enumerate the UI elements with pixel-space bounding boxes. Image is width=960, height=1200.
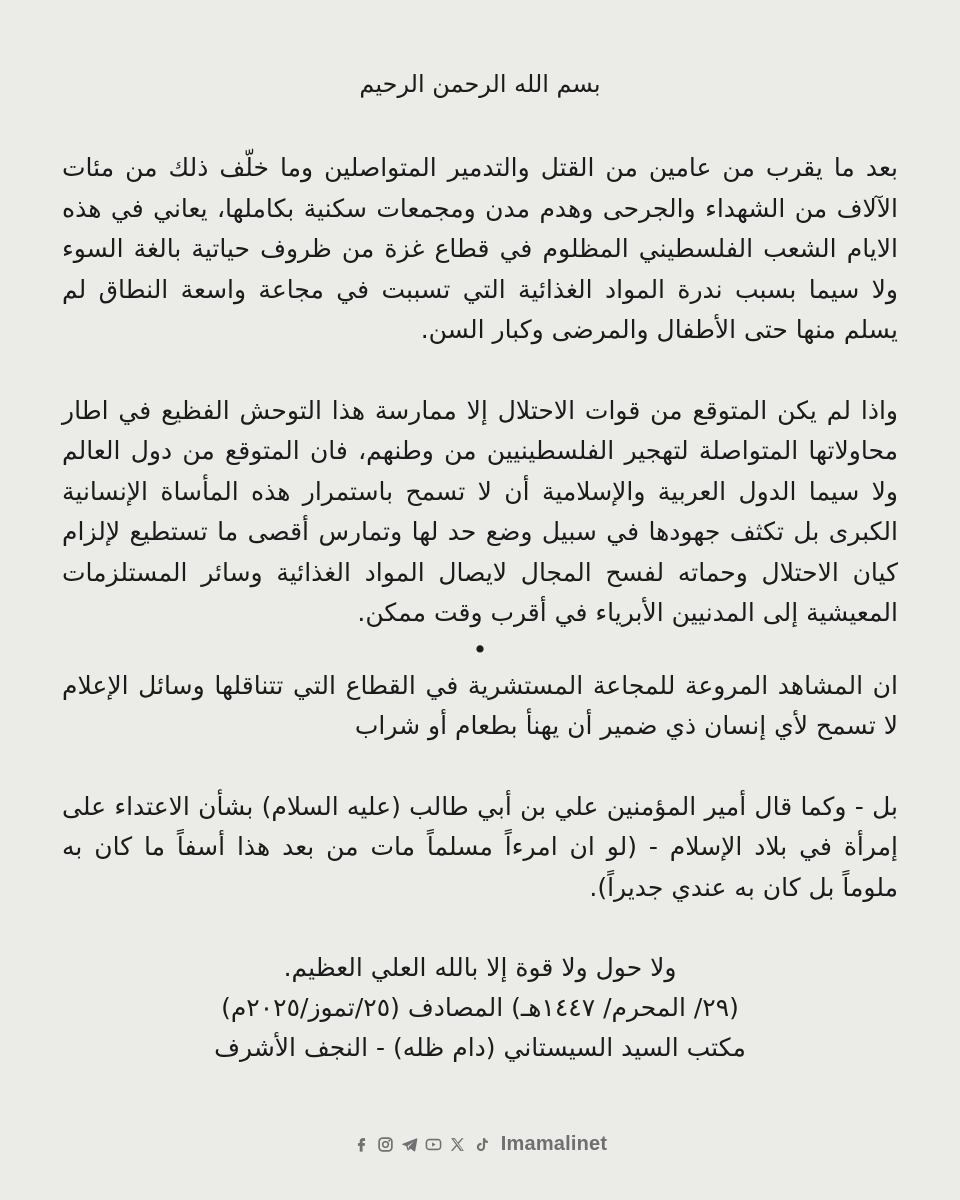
tiktok-icon[interactable] [473, 1136, 490, 1153]
closing-date: (٢٩/ المحرم/ ١٤٤٧هـ) المصادف (٢٥/تموز/٢٠٢٥م) [221, 993, 739, 1022]
separator-dot: • [472, 634, 488, 664]
facebook-icon[interactable] [353, 1136, 370, 1153]
paragraph-3: ان المشاهد المروعة للمجاعة المستشرية في القطاع التي تتناقلها وسائل الإعلام لا تسمح لأي إنسان ذي ضمير أن يهنأ بطعام أو شراب [62, 670, 898, 740]
paragraph-1: بعد ما يقرب من عامين من القتل والتدمير المتواصلين وما خلّف ذلك من مئات الآلاف من الشهداء والجرحى وهدم مدن ومجمعات سكنية بكاملها، يعاني في هذه الايام الشعب الفلسطيني المظلوم في قطاع غزة من ظروف حياتية بالغة السوء ولا سيما بسبب ندرة المواد الغذائية التي تسببت في مجاعة واسعة النطاق لم يسلم منها حتى الأطفال والمرضى وكبار السن. [62, 153, 898, 344]
paragraph-4: بل - وكما قال أمير المؤمنين علي بن أبي طالب (عليه السلام) بشأن الاعتداء على إمرأة في بلاد الإسلام - (لو ان امرءاً مسلماً مات من بعد هذا أسفاً ما كان به ملوماً بل كان به عندي جديراً). [62, 791, 898, 902]
closing-signature: مكتب السيد السيستاني (دام ظله) - النجف الأشرف [214, 1033, 746, 1062]
basmala: بسم الله الرحمن الرحيم [359, 70, 601, 98]
telegram-icon[interactable] [401, 1136, 418, 1153]
x-icon[interactable] [449, 1136, 466, 1153]
youtube-icon[interactable] [425, 1136, 442, 1153]
account-handle[interactable]: Imamalinet [500, 1132, 608, 1155]
closing-invocation: ولا حول ولا قوة إلا بالله العلي العظيم. [283, 953, 677, 982]
social-footer [0, 1130, 960, 1158]
instagram-icon[interactable] [377, 1136, 394, 1153]
statement-document [62, 64, 898, 1068]
paragraph-2: واذا لم يكن المتوقع من قوات الاحتلال إلا ممارسة هذا التوحش الفظيع في اطار محاولاتها المتواصلة لتهجير الفلسطينيين من وطنهم، فان المتوقع من دول العالم ولا سيما الدول العربية والإسلامية أن لا تسمح باستمرار هذه المأساة الإنسانية الكبرى بل تكثف جهودها في سبيل وضع حد لها وتمارس أقصى ما تستطيع لإلزام كيان الاحتلال وحماته لفسح المجال لايصال المواد الغذائية وسائر المستلزمات المعيشية إلى المدنيين الأبرياء في أقرب وقت ممكن. [62, 395, 898, 627]
